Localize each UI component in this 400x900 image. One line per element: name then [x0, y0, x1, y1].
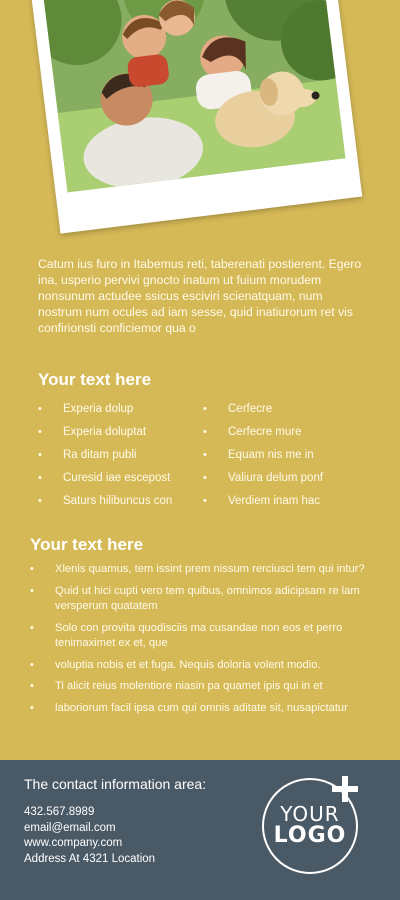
intro-paragraph: Catum ius furo in Itabemus reti, taberenati postierent. Egero ina, usperio pervivi gnocto inatum ut fuium morudem nonsunum actudee ssicus esciviri scienatquam, num nostrum num ocules ad iam sesse, quid inatiurorum ret vis confirionsti conficiemor qua o	[38, 257, 362, 335]
bullet-icon: •	[203, 403, 207, 415]
logo-text-top: YOUR	[280, 802, 340, 826]
list-item: • Experia dolup	[38, 403, 134, 415]
polaroid-frame	[30, 0, 362, 234]
left-column	[38, 401, 203, 516]
section-1-heading: Your text here	[38, 370, 152, 389]
list-item: • Cerfecre mure	[203, 426, 302, 438]
list-item: • Curesid iae escepost	[38, 472, 171, 484]
bullet-icon: •	[203, 449, 207, 461]
bullet-icon: •	[30, 680, 34, 692]
list-item: • Equam nis me in	[203, 449, 314, 461]
bullet-icon: •	[30, 621, 34, 634]
family-illustration	[43, 0, 345, 192]
list-item: • Saturs hilibuncus con	[38, 495, 173, 507]
two-column-list	[38, 401, 368, 516]
logo-text-bottom: LOGO	[273, 823, 347, 848]
bullet-icon: •	[38, 426, 42, 438]
plus-icon	[332, 776, 358, 802]
bullet-icon: •	[30, 658, 34, 671]
list-item: • Ti alicit reius molentiore niasin pa quamet ipis qui in et	[30, 679, 370, 695]
contact-details	[24, 805, 155, 867]
right-column	[203, 401, 368, 516]
bullet-icon: •	[30, 584, 34, 597]
bullet-icon: •	[30, 701, 34, 714]
postal-address: Address At 4321 Location	[24, 852, 156, 865]
list-item: • Experia doluptat	[38, 426, 147, 438]
list-item: • Ra ditam publi	[38, 449, 137, 461]
list-item: • laboriorum facil ipsa cum qui omnis aditate sit, nusapictatur	[30, 701, 370, 717]
contact-footer	[0, 760, 400, 900]
bullet-icon: •	[38, 449, 42, 461]
list-item: • Xlenis quamus, tem issint prem nissum rerciusci tem qui intur?	[30, 562, 370, 578]
list-item: • voluptia nobis et et fuga. Nequis doloria volent modio.	[30, 658, 370, 674]
family-photo	[43, 0, 345, 192]
bullet-icon: •	[30, 563, 34, 575]
company-logo	[262, 778, 362, 878]
bullet-icon: •	[38, 472, 42, 484]
list-item: • Cerfecre	[203, 403, 273, 415]
bullet-icon: •	[38, 495, 42, 507]
list-item: • Solo con provita quodisciis ma cusandae non eos et perro tenimaximet ex et, que	[30, 621, 343, 649]
bullet-icon: •	[203, 495, 207, 507]
list-item: • Quid ut hici cupti vero tem quibus, omnimos adicipsam re lam versperum quatatem	[30, 584, 360, 612]
email-address[interactable]: email@email.com	[24, 821, 116, 834]
bullet-icon: •	[38, 403, 42, 415]
website-link[interactable]: www.company.com	[24, 837, 123, 849]
list-item: • Valiura delum ponf	[203, 472, 324, 484]
list-item: • Verdiem inam hac	[203, 495, 321, 507]
bullet-icon: •	[203, 426, 207, 438]
section-2-heading: Your text here	[30, 535, 144, 554]
footer-title: The contact information area:	[24, 776, 207, 792]
phone-number: 432.567.8989	[24, 806, 95, 818]
section-2-list	[30, 562, 370, 722]
bullet-icon: •	[203, 472, 207, 484]
